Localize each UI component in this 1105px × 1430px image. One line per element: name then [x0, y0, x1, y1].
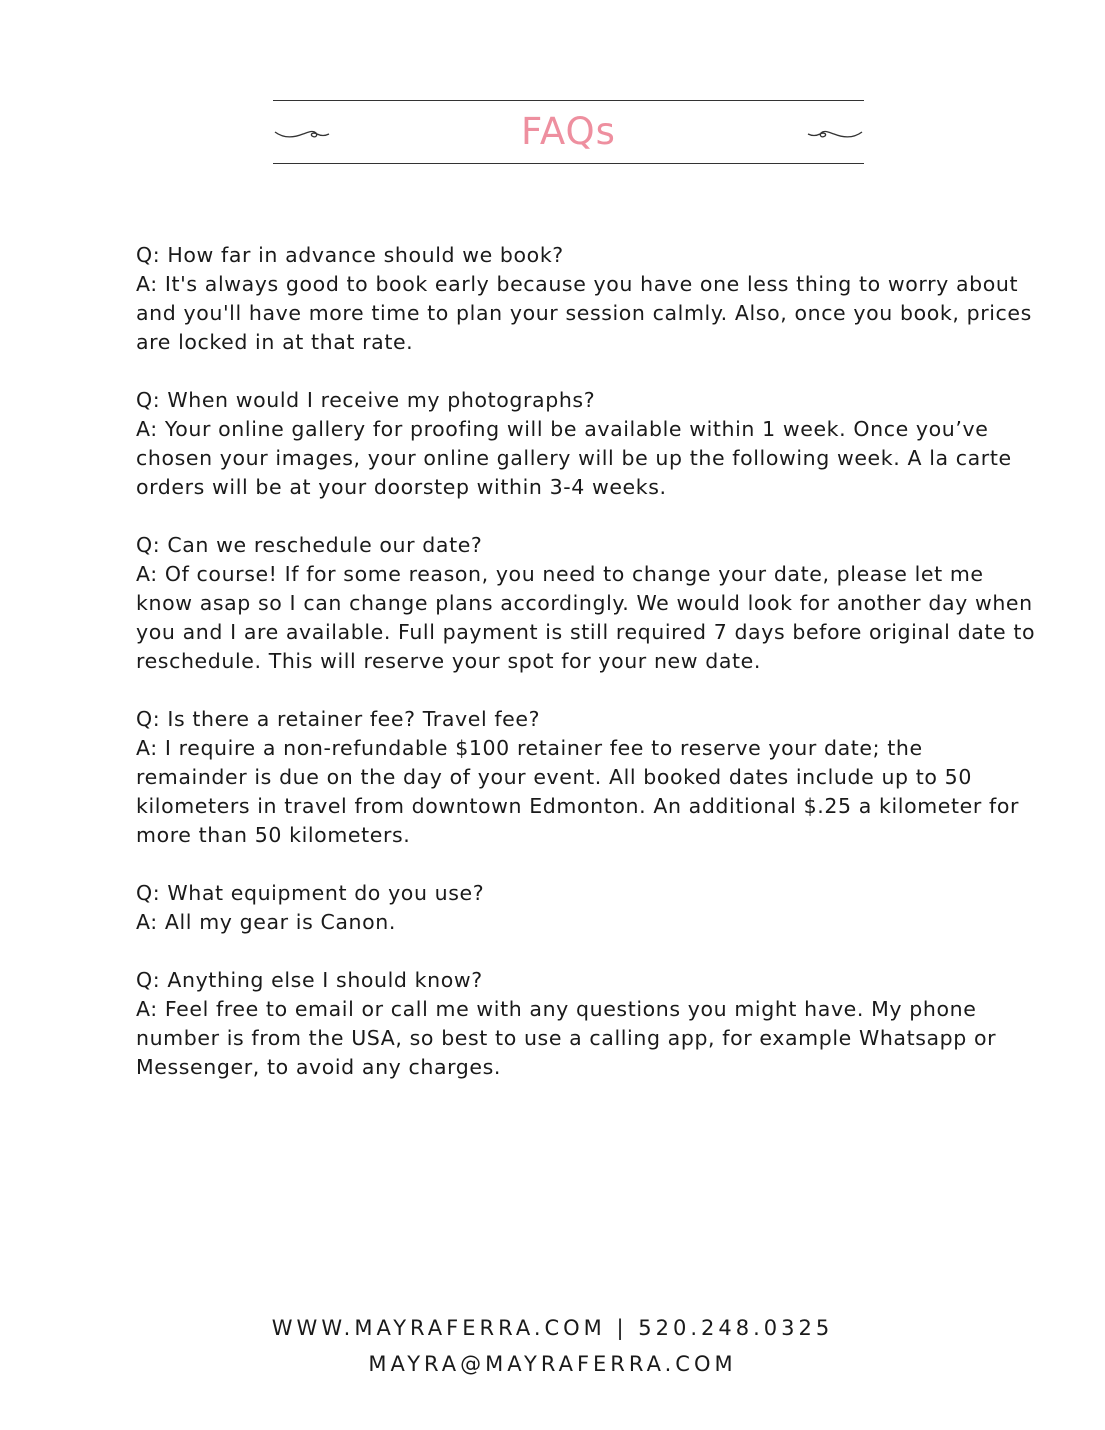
faq-answer: A: I require a non-refundable $100 retainer fee to reserve your date; the remainder is due on the day of your event. All booked dates include up to 50 kilometers in travel from downtown Edmonton. An additional $.25 a kilometer for more than 50 kilometers.	[136, 736, 1019, 847]
faq-answer: A: Feel free to email or call me with any questions you might have. My phone number is from the USA, so best to use a calling app, for example Whatsapp or Messenger, to avoid any charges.	[136, 997, 997, 1079]
faq-question: Q: Is there a retainer fee? Travel fee?	[136, 707, 541, 731]
page-header	[273, 100, 864, 165]
faq-item	[136, 966, 1036, 1082]
page-title: FAQs	[521, 110, 616, 153]
footer-email: MAYRA@MAYRAFERRA.COM	[368, 1352, 737, 1376]
faq-item	[136, 241, 1036, 357]
header-top-rule	[273, 100, 864, 101]
faq-item	[136, 531, 1036, 676]
faq-answer: A: Of course! If for some reason, you need to change your date, please let me know asap so I can change plans accordingly. We would look for another day when you and I are available. Full payment is still required 7 days before original date to reschedule. This will reserve your spot for your new date.	[136, 562, 1036, 673]
footer-website-phone: WWW.MAYRAFERRA.COM | 520.248.0325	[271, 1316, 834, 1340]
faq-question: Q: When would I receive my photographs?	[136, 388, 596, 412]
header-bottom-rule	[273, 163, 864, 164]
faq-list	[136, 241, 1036, 1111]
faq-question: Q: How far in advance should we book?	[136, 243, 564, 267]
scroll-flourish-icon	[804, 124, 864, 144]
faq-answer: A: All my gear is Canon.	[136, 910, 396, 934]
faq-answer: A: Your online gallery for proofing will be available within 1 week. Once you’ve chosen your images, your online gallery will be up the following week. A la carte orders will be at your doorstep within 3-4 weeks.	[136, 417, 1012, 499]
faq-item	[136, 386, 1036, 502]
faq-item	[136, 705, 1036, 850]
faq-question: Q: What equipment do you use?	[136, 881, 485, 905]
faq-item	[136, 879, 1036, 937]
faq-question: Q: Can we reschedule our date?	[136, 533, 483, 557]
faq-question: Q: Anything else I should know?	[136, 968, 483, 992]
faq-answer: A: It's always good to book early because you have one less thing to worry about and you'll have more time to plan your session calmly. Also, once you book, prices are locked in at that rate.	[136, 272, 1032, 354]
page-footer	[0, 1310, 1105, 1382]
